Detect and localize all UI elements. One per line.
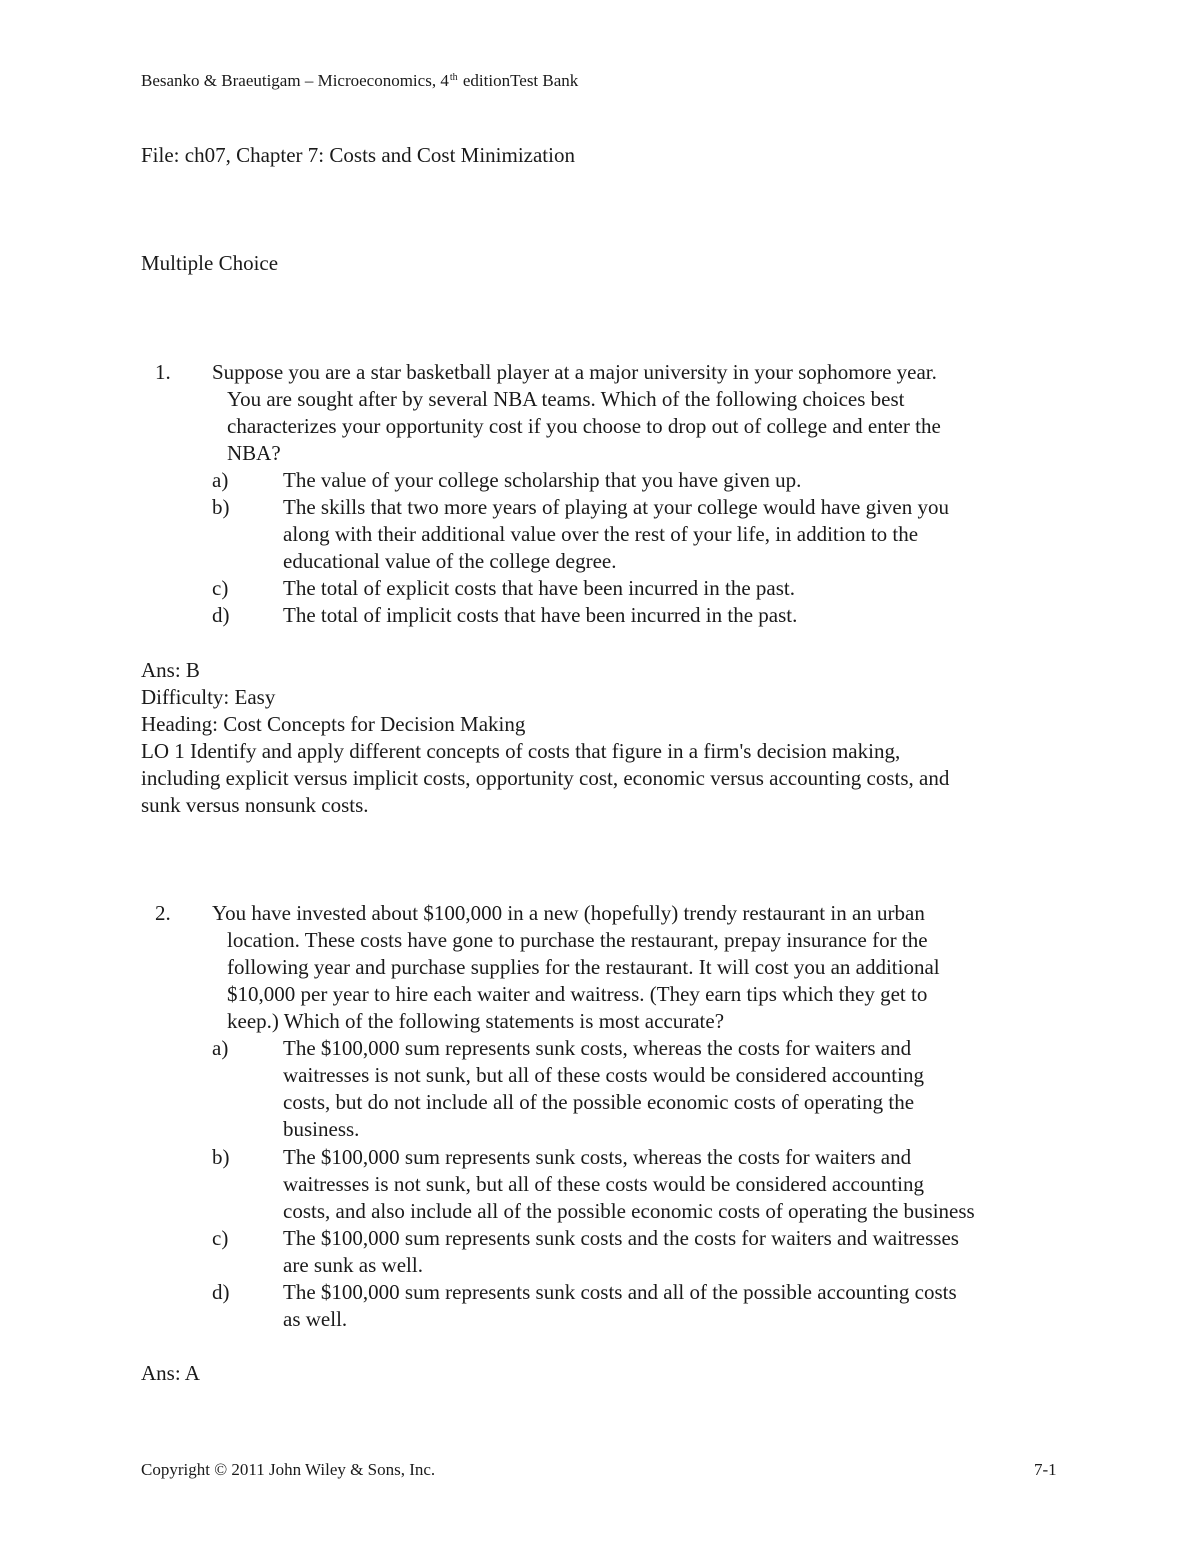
- answer-line: Ans: B: [141, 658, 200, 682]
- question-number: 1.: [155, 360, 171, 384]
- option-text: costs, and also include all of the possible economic costs of operating the business: [283, 1199, 975, 1223]
- page-number: 7-1: [1034, 1460, 1057, 1479]
- option-text: The $100,000 sum represents sunk costs, whereas the costs for waiters and: [283, 1145, 912, 1169]
- option-text: The total of implicit costs that have been incurred in the past.: [283, 603, 798, 627]
- section-title: Multiple Choice: [141, 251, 279, 275]
- option-text: The value of your college scholarship that you have given up.: [283, 468, 802, 492]
- question-stem-line: location. These costs have gone to purchase the restaurant, prepay insurance for the: [227, 928, 928, 952]
- option-letter: c): [212, 1226, 229, 1250]
- running-header: Besanko & Braeutigam – Microeconomics, 4th editionTest Bank: [141, 71, 579, 90]
- option-text: waitresses is not sunk, but all of these costs would be considered accounting: [283, 1172, 924, 1196]
- option-text: as well.: [283, 1307, 348, 1331]
- option-text: costs, but do not include all of the possible economic costs of operating the: [283, 1090, 915, 1114]
- learning-objective-line: sunk versus nonsunk costs.: [141, 793, 369, 817]
- question-stem-line: characterizes your opportunity cost if you choose to drop out of college and enter the: [227, 414, 941, 438]
- option-letter: a): [212, 1036, 229, 1060]
- question-stem-line: You are sought after by several NBA teams. Which of the following choices best: [227, 387, 905, 411]
- option-text: waitresses is not sunk, but all of these costs would be considered accounting: [283, 1063, 924, 1087]
- question-stem-line: Suppose you are a star basketball player at a major university in your sophomore year.: [212, 360, 937, 384]
- option-text: are sunk as well.: [283, 1253, 423, 1277]
- option-letter: a): [212, 468, 229, 492]
- option-text: The total of explicit costs that have been incurred in the past.: [283, 576, 795, 600]
- option-text: The $100,000 sum represents sunk costs and all of the possible accounting costs: [283, 1280, 957, 1304]
- option-text: The skills that two more years of playing at your college would have given you: [283, 495, 950, 519]
- option-text: educational value of the college degree.: [283, 549, 617, 573]
- question-stem-line: You have invested about $100,000 in a new (hopefully) trendy restaurant in an urban: [212, 901, 925, 925]
- learning-objective-line: including explicit versus implicit costs, opportunity cost, economic versus accounting costs, and: [141, 766, 950, 790]
- heading-line: Heading: Cost Concepts for Decision Making: [141, 712, 526, 736]
- question-stem-line: NBA?: [227, 441, 281, 465]
- copyright-footer: Copyright © 2011 John Wiley & Sons, Inc.: [141, 1460, 436, 1479]
- option-letter: b): [212, 495, 230, 519]
- learning-objective-line: LO 1 Identify and apply different concepts of costs that figure in a firm's decision making,: [141, 739, 901, 763]
- question-number: 2.: [155, 901, 171, 925]
- question-stem-line: following year and purchase supplies for the restaurant. It will cost you an additional: [227, 955, 940, 979]
- answer-line: Ans: A: [141, 1361, 200, 1385]
- option-text: The $100,000 sum represents sunk costs and the costs for waiters and waitresses: [283, 1226, 959, 1250]
- file-title: File: ch07, Chapter 7: Costs and Cost Minimization: [141, 143, 575, 167]
- option-letter: b): [212, 1145, 230, 1169]
- option-letter: d): [212, 1280, 230, 1304]
- option-letter: d): [212, 603, 230, 627]
- option-text: business.: [283, 1117, 360, 1141]
- option-text: The $100,000 sum represents sunk costs, whereas the costs for waiters and: [283, 1036, 912, 1060]
- question-stem-line: $10,000 per year to hire each waiter and waitress. (They earn tips which they get to: [227, 982, 928, 1006]
- option-text: along with their additional value over the rest of your life, in addition to the: [283, 522, 919, 546]
- option-letter: c): [212, 576, 229, 600]
- question-stem-line: keep.) Which of the following statements is most accurate?: [227, 1009, 725, 1033]
- difficulty-line: Difficulty: Easy: [141, 685, 276, 709]
